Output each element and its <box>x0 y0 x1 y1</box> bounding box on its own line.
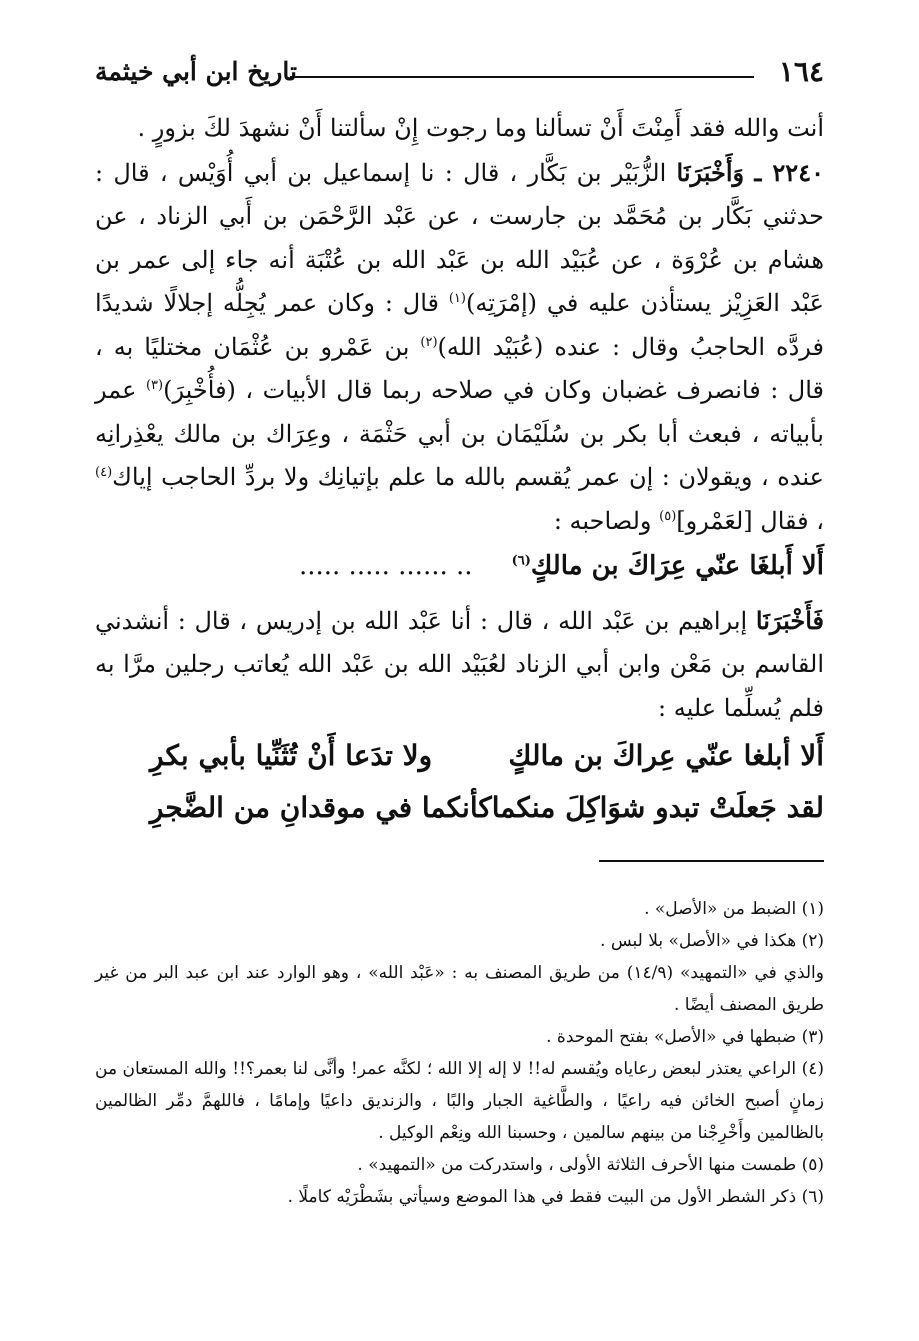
entry-text: الزُّبَيْر بن بَكَّار ، قال : نا إسماعيل بن أبي أُوَيْس ، قال : حدثني بَكَّار بن مُحَمَّد بن جارست ، عن عَبْد الرَّحْمَن بن أَبي الزناد ، عن هشام بن عُرْوَة ، عن عُبَيْد الله بن عَبْد الله بن عُتْبَة أنه جاء إلى عمر بن عَبْد العَزِيْز يستأذن عليه في (إمْرَتِه) <box>95 158 824 317</box>
footnote-ref[interactable]: (٣) <box>145 378 164 393</box>
footnote: (٢) هكذا في «الأصل» بلا لبس . <box>600 931 824 951</box>
verse-half-text: أَلا أَبلغَا عنّي عِرَاكَ بن مالكٍ <box>530 551 824 581</box>
footnote-separator <box>599 860 824 862</box>
footnote: (١) الضبط من «الأصل» . <box>644 899 824 919</box>
footnotes <box>95 893 824 1213</box>
entry-text: ولصاحبه : <box>553 506 652 535</box>
footnote-ref[interactable]: (٢) <box>420 334 438 350</box>
page-header <box>95 52 824 92</box>
opening-line-text: أنت والله فقد أَمِنْتَ أَنْ تسألنا وما رجوت إِنْ سألتنا أَنْ نشهدَ لكَ بزورٍ . <box>137 114 824 142</box>
footnote-ref[interactable]: (١) <box>448 291 466 306</box>
verse-half-line <box>95 545 824 589</box>
report-text: إبراهيم بن عَبْد الله ، قال : أنا عَبْد الله بن إدريس ، قال : أنشدني القاسم بن مَعْن وابن أبي الزناد لعُبَيْد الله بن عَبْد الله يُعاتب رجلين مرَّا به فلم يُسلِّما عليه : <box>95 606 824 722</box>
akhbarana-keyword: وَأَخْبَرَنَا <box>676 157 745 187</box>
poem <box>150 730 824 834</box>
footnote: (٥) طمست منها الأحرف الثلاثة الأولى ، واستدركت من «التمهيد» . <box>357 1155 824 1175</box>
main-text <box>95 107 824 730</box>
running-title: تاريخ ابن أبي خيثمة <box>95 57 297 86</box>
footnote: (٦) ذكر الشطر الأول من البيت فقط في هذا الموضع وسيأتي بشَطْرَيْه كاملًا . <box>287 1187 824 1207</box>
second-hemistich: كأنكما في موقدانِ من الضَّجرِ <box>149 791 492 824</box>
footnote: (٤) الراعي يعتذر لبعض رعاياه ويُقسم له!! لا إله إلا الله ؛ لكنَّه عمر! وأنَّى لنا بعمر؟!! والله المستعان من زمانٍ أصبح الخائن فيه راعيًا ، والطَّاغية الجبار والبًا ، والزنديق داعيًا وإمامًا ، فاللهمَّ دمِّر الظالمين بالظالمين وأَخْرِجْنا من بينهم سالمين ، وحسبنا الله ونِعْم الوكيل . <box>95 1059 824 1143</box>
hadith-entry-2240 <box>95 151 824 544</box>
poem-verse <box>150 782 824 834</box>
entry-number: ٢٢٤٠ ـ <box>754 157 824 187</box>
entry-text: عمر بأبياته ، فبعث أبا بكر بن سُلَيْمَان بن أبي حَثْمَة ، وعِرَاك بن مالك يعْذِرانِه عنده ، ويقولان : إن عمر يُقسم بالله ما علم بإتيانِك ولا بردِّ الحاجب إياك <box>95 376 824 491</box>
entry-text: قال : وكان عمر يُجِلُّه إجلالًا شديدًا فردَّه الحاجبُ وقال : عنده (عُبَيْد الله) <box>95 289 824 361</box>
first-hemistich: لقد جَعلَتْ تبدو شوَاكِلَ منكما <box>491 791 824 824</box>
footnote-ref[interactable]: (٥) <box>659 508 677 524</box>
second-report <box>95 599 824 731</box>
footnote: (٣) ضبطها في «الأصل» بفتح الموحدة . <box>546 1027 824 1047</box>
first-hemistich: أَلا أبلغا عنّي عِراكَ بن مالكٍ <box>508 739 824 772</box>
entry-text: ، فقال [لعَمْرو] <box>676 506 824 535</box>
footnote-ref[interactable]: (٤) <box>95 465 113 480</box>
opening-line <box>95 107 824 151</box>
omission-dots: .. ...... ..... ..... <box>298 551 473 581</box>
poem-verse <box>150 730 824 782</box>
entry-text: بن عَمْرو بن عُثْمَان مختليًا به ، قال : فانصرف غضبان وكان في صلاحه ربما قال الأبيات ، (فأُخْبِرَ) <box>95 332 824 404</box>
footnote-ref[interactable]: (٦) <box>511 553 531 569</box>
akhbarana-keyword: فَأَخْبَرَنَا <box>755 605 824 635</box>
page-number: ١٦٤ <box>778 55 824 88</box>
second-hemistich: ولا تدَعا أَنْ تُثَنِّيا بأبي بكرِ <box>150 739 433 772</box>
footnote-continuation: والذي في «التمهيد» (١٤/٩) من طريق المصنف به : «عَبْد الله» ، وهو الوارد عند ابن عبد البر من غير طريق المصنف أيضًا . <box>95 963 824 1015</box>
header-rule <box>290 76 754 78</box>
